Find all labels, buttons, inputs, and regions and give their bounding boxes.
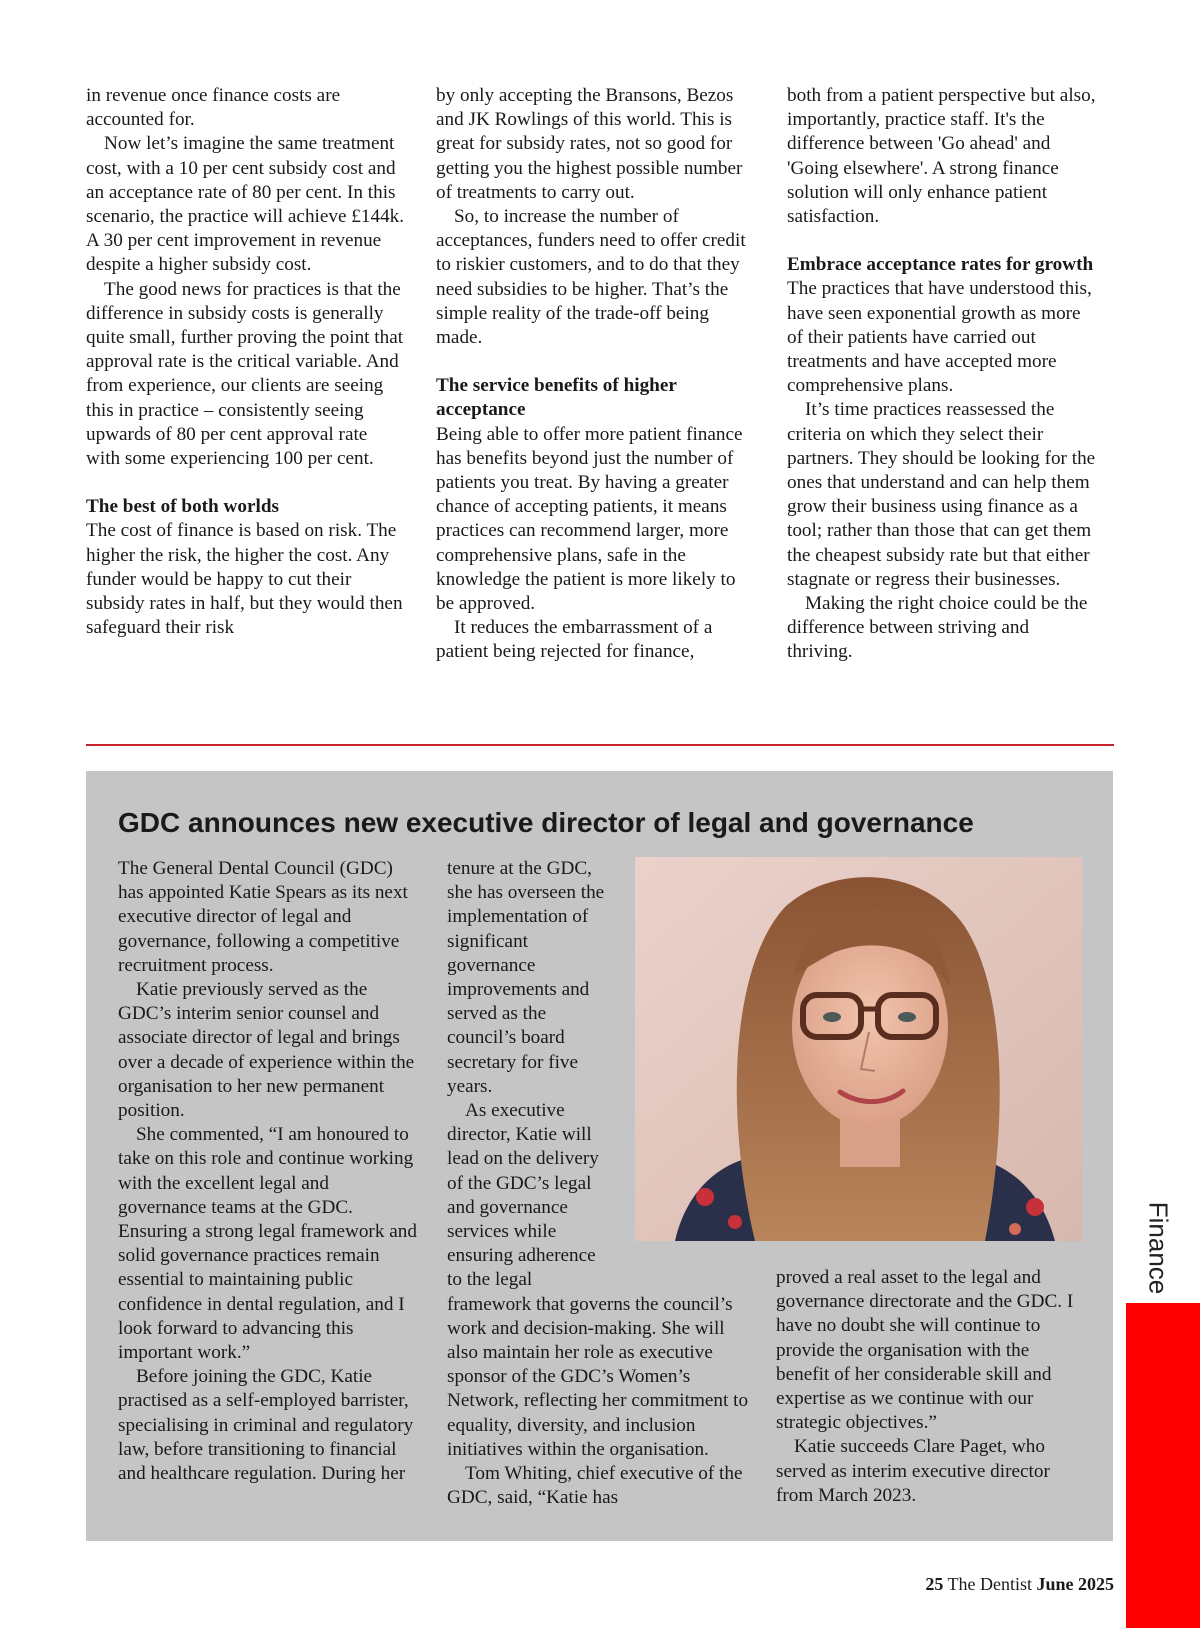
news-paragraph: As executive director, Katie will lead on the delivery of the GDC’s legal and governance services while ensuring adherence to the legal: [447, 1100, 599, 1291]
subheading-best-of-both-worlds: The best of both worlds: [86, 496, 279, 518]
article-paragraph: Now let’s imagine the same treatment cost, with a 10 per cent subsidy cost and an acceptance rate of 80 per cent. In this scenario, the practice will achieve £144k. A 30 per cent improvement in revenue despite a higher subsidy cost.: [86, 133, 405, 276]
news-paragraph: tenure at the GDC, she has overseen the implementation of significant governance improvements and served as the council’s board secretary for five years.: [447, 858, 605, 1097]
section-color-bar: [1126, 1303, 1200, 1628]
subheading-service-benefits: The service benefits of higher acceptance: [436, 375, 677, 421]
article-column-2: [436, 84, 746, 665]
news-paragraph: Katie succeeds Clare Paget, who served as interim executive director from March 2023.: [776, 1436, 1050, 1506]
news-paragraph: Before joining the GDC, Katie practised as a self-employed barrister, specialising in criminal and regulatory law, before transitioning to financial and healthcare regulation. During her: [118, 1366, 414, 1485]
section-label-text: Finance: [1143, 1201, 1174, 1295]
article-paragraph: It’s time practices reassessed the criteria on which they select their partners. They should be looking for the ones that understand and can help them grow their business using finance as a tool; rather than those that can get them the cheapest subsidy rate but that either stagnate or regress their businesses.: [787, 399, 1096, 590]
news-paragraph: Tom Whiting, chief executive of the GDC, said, “Katie has: [447, 1463, 743, 1509]
publication-name: The Dentist: [947, 1574, 1032, 1594]
news-paragraph: proved a real asset to the legal and governance directorate and the GDC. I have no doubt she will continue to provide the organisation with the benefit of her considerable skill and expertise as we continue with our strategic objectives.”: [776, 1267, 1074, 1434]
article-paragraph: both from a patient perspective but also, importantly, practice staff. It's the difference between 'Go ahead' and 'Going elsewhere'. A strong finance solution will only enhance patient satisfaction.: [787, 85, 1096, 228]
news-box: [86, 771, 1113, 1541]
article-paragraph: The practices that have understood this, have seen exponential growth as more of their patients have carried out treatments and have accepted more comprehensive plans.: [787, 278, 1092, 397]
article-paragraph: The cost of finance is based on risk. The higher the risk, the higher the cost. Any funder would be happy to cut their subsidy rates in half, but they would then safeguard their risk: [86, 520, 403, 639]
article-paragraph: It reduces the embarrassment of a patient being rejected for finance,: [436, 617, 713, 663]
news-headline: GDC announces new executive director of legal and governance: [118, 807, 974, 838]
article-column-1: [86, 84, 406, 640]
section-divider: [86, 744, 1114, 746]
news-paragraph: The General Dental Council (GDC) has appointed Katie Spears as its next executive director of legal and governance, following a competitive recruitment process.: [118, 858, 408, 976]
news-column-1: [118, 857, 418, 1486]
article-paragraph: The good news for practices is that the difference in subsidy costs is generally quite small, further proving the point that approval rate is the critical variable. And from experience, our clients are seeing this in practice – consistently seeing upwards of 80 per cent approval rate with some experiencing 100 per cent.: [86, 278, 404, 470]
article-paragraph: So, to increase the number of acceptances, funders need to offer credit to riskier customers, and to do that they need subsidies to be higher. That’s the simple reality of the trade-off being made.: [436, 206, 746, 349]
news-paragraph: framework that governs the council’s work and decision-making. She will also maintain her role as executive sponsor of the GDC’s Women’s Network, reflecting her commitment to equality, diversity, and inclusion initiatives within the organisation.: [447, 1293, 749, 1460]
subheading-embrace-acceptance: Embrace acceptance rates for growth: [787, 254, 1094, 276]
section-label: [1128, 1203, 1188, 1293]
article-paragraph: by only accepting the Bransons, Bezos and JK Rowlings of this world. This is great for subsidy rates, not so good for getting you the highest possible number of treatments to carry out.: [436, 85, 743, 203]
page-footer: [925, 1574, 1114, 1595]
article-paragraph: in revenue once finance costs are accounted for.: [86, 85, 341, 131]
issue-date: June 2025: [1036, 1574, 1114, 1594]
news-column-3: [776, 1266, 1086, 1508]
news-paragraph: She commented, “I am honoured to take on this role and continue working with the excellent legal and governance teams at the GDC. Ensuring a strong legal framework and solid governance practices remain essential to maintaining public confidence in dental regulation, and I look forward to advancing this important work.”: [118, 1124, 417, 1364]
news-paragraph: Katie previously served as the GDC’s interim senior counsel and associate director of legal and brings over a decade of experience within the organisation to her new permanent position.: [118, 979, 415, 1122]
article-paragraph: Being able to offer more patient finance has benefits beyond just the number of patients you treat. By having a greater chance of accepting patients, it means practices can recommend larger, more comprehensive plans, safe in the knowledge the patient is more likely to be approved.: [436, 423, 743, 615]
page-number: 25: [925, 1574, 944, 1594]
article-paragraph: Making the right choice could be the difference between striving and thriving.: [787, 593, 1088, 663]
portrait-photo: [635, 857, 1082, 1241]
article-column-3: [787, 84, 1097, 665]
